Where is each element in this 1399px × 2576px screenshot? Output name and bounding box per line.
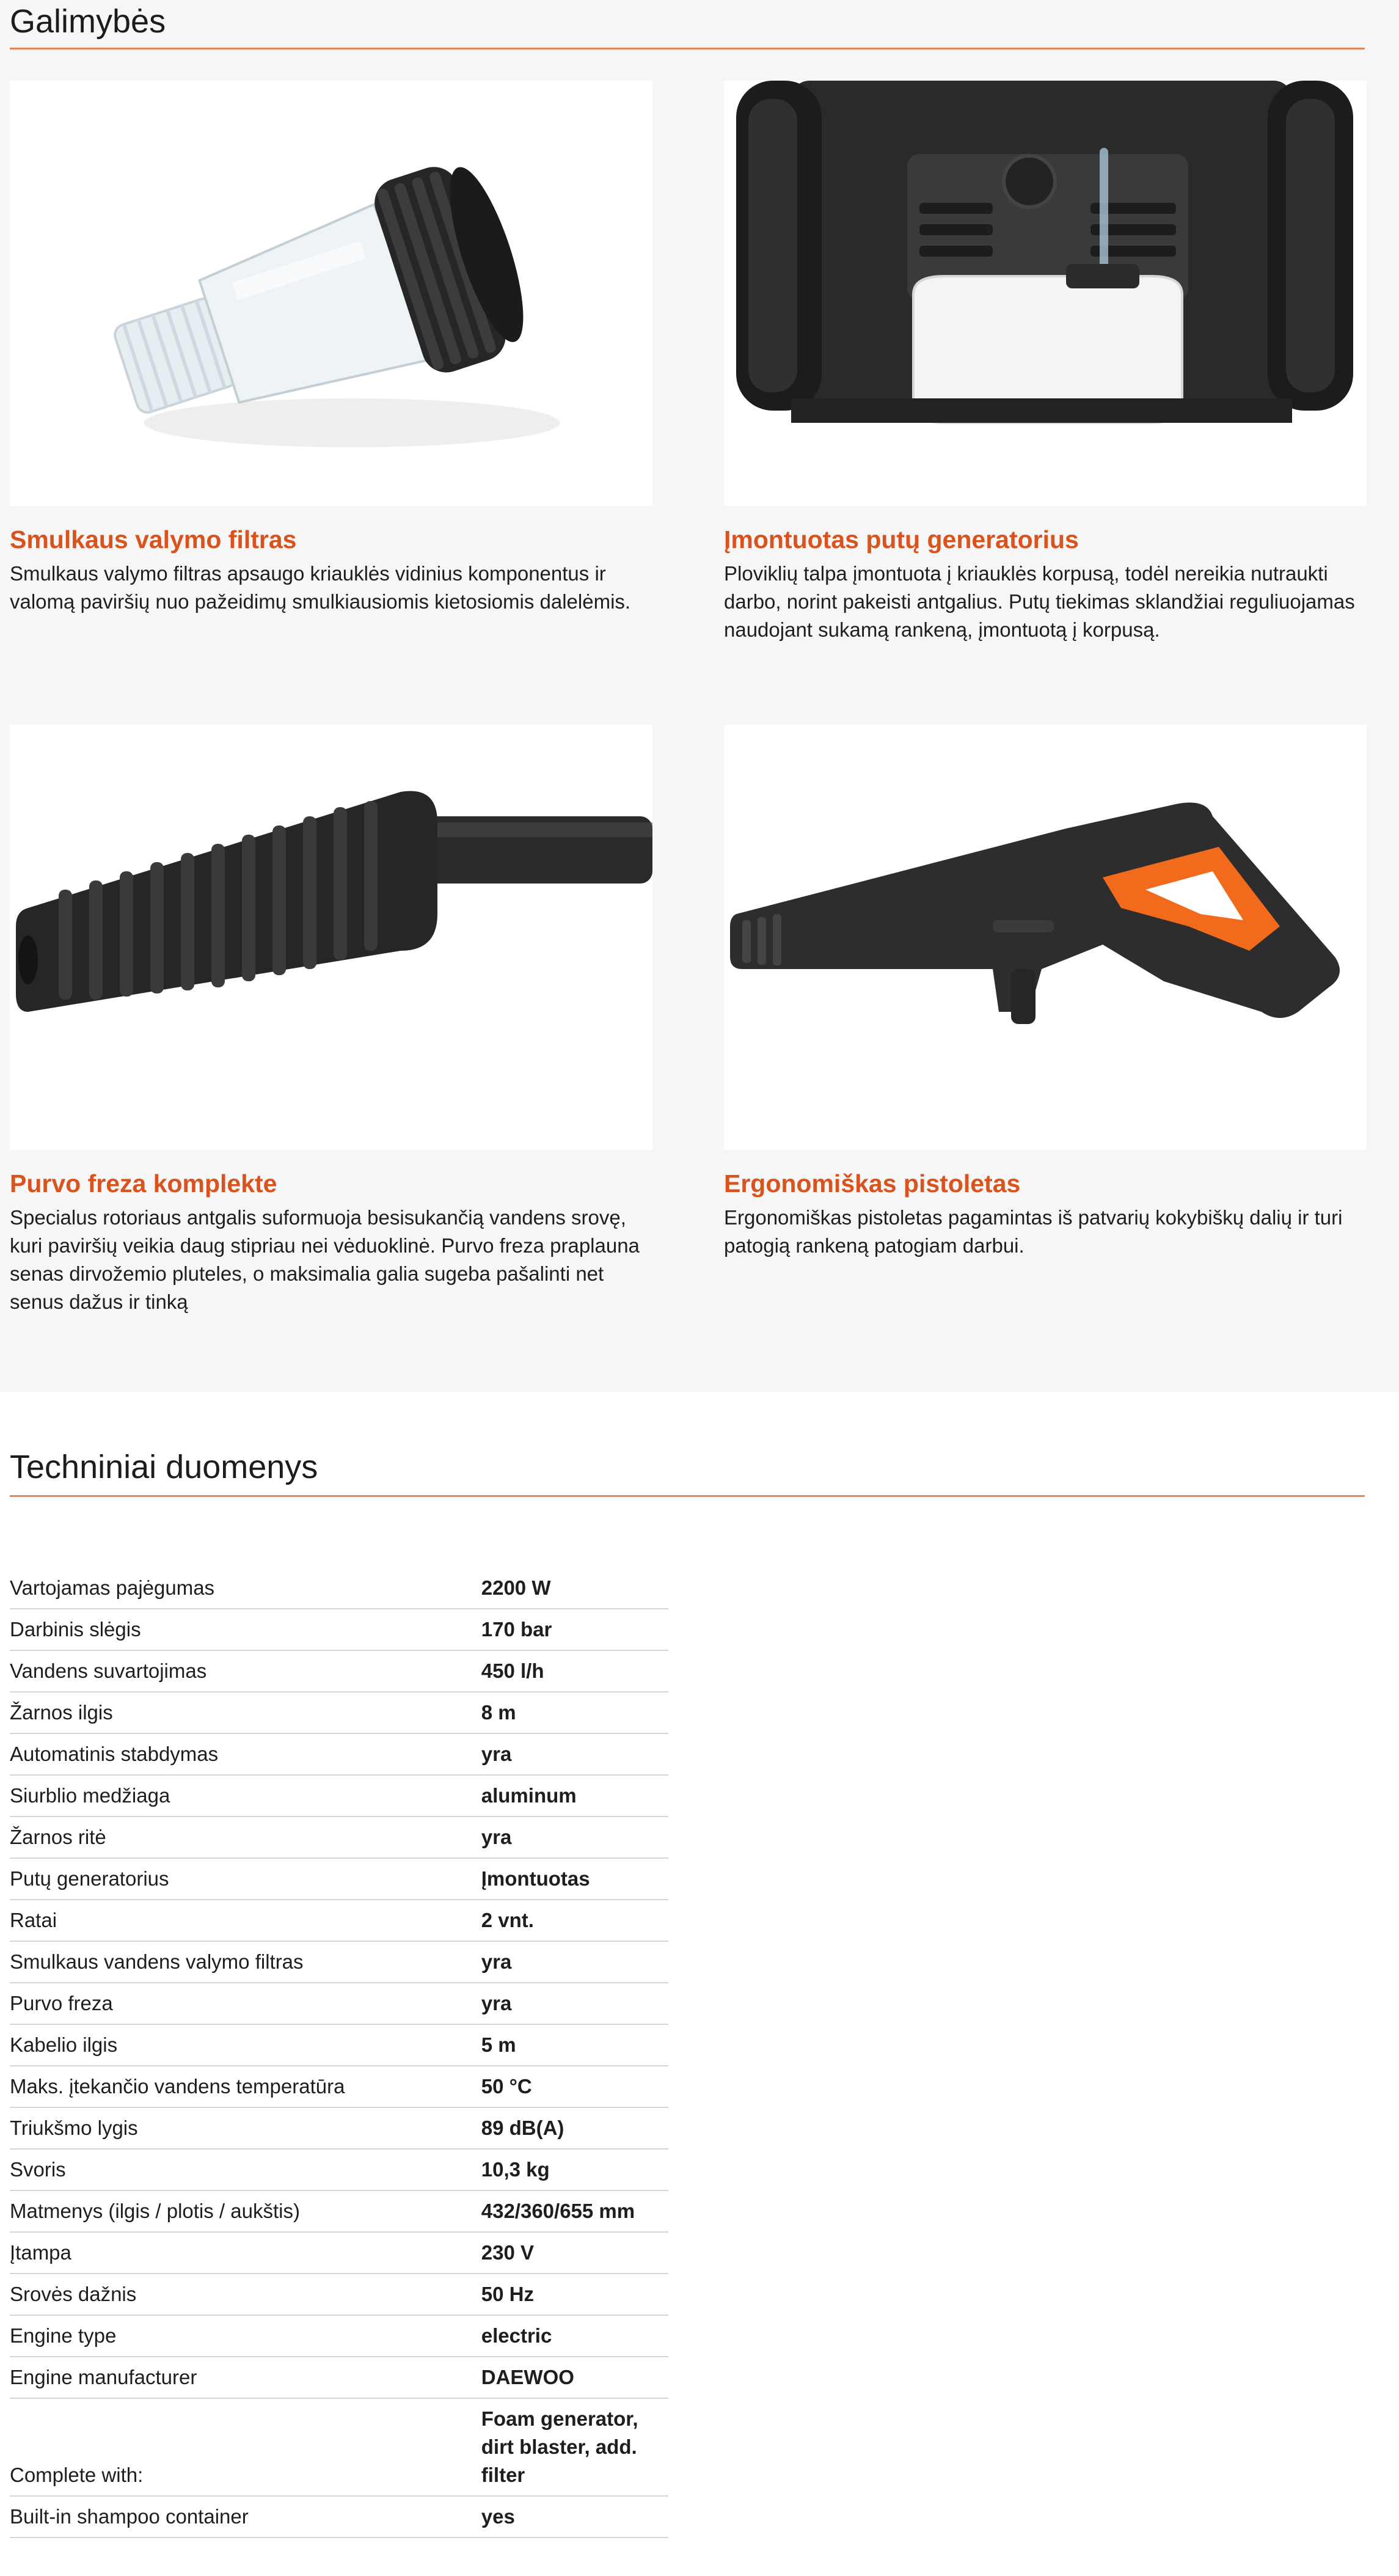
spec-row — [10, 1692, 668, 1733]
spec-row — [10, 2149, 668, 2190]
foam-generator-image — [724, 81, 1367, 506]
spec-label: Siurblio medžiaga — [10, 1775, 481, 1817]
specs-heading: Techniniai duomenys — [10, 1449, 318, 1485]
spec-row — [10, 1650, 668, 1692]
feature-title: Purvo freza komplekte — [10, 1169, 277, 1198]
spec-label: Vandens suvartojimas — [10, 1650, 481, 1692]
spec-value: 230 V — [481, 2232, 668, 2274]
spec-value: yra — [481, 1941, 668, 1983]
spec-value: Foam generator, dirt blaster, add. filter — [481, 2398, 668, 2496]
spec-label: Purvo freza — [10, 1983, 481, 2024]
spec-value: 2200 W — [481, 1568, 668, 1609]
spec-value: yra — [481, 1983, 668, 2024]
spec-value: yra — [481, 1733, 668, 1775]
feature-description: Ploviklių talpa įmontuota į kriauklės korpusą, todėl nereikia nutraukti darbo, norint pakeisti antgalius. Putų tiekimas sklandžiai reguliuojamas naudojant sukamą rankeną, įmontuotą į korpusą. — [724, 562, 1355, 641]
spec-label: Ratai — [10, 1900, 481, 1941]
spec-label: Kabelio ilgis — [10, 2024, 481, 2066]
specs-table — [10, 1568, 668, 2538]
spec-label: Svoris — [10, 2149, 481, 2190]
spec-value: yra — [481, 1817, 668, 1858]
spec-row — [10, 1900, 668, 1941]
spec-row — [10, 1609, 668, 1650]
spec-value: electric — [481, 2315, 668, 2357]
spec-label: Complete with: — [10, 2398, 481, 2496]
spec-value: yes — [481, 2496, 668, 2538]
spec-label: Engine type — [10, 2315, 481, 2357]
features-heading-rule — [10, 48, 1365, 49]
feature-description: Ergonomiškas pistoletas pagamintas iš patvarių kokybiškų dalių ir turi patogią rankeną patogiam darbui. — [724, 1206, 1343, 1257]
spec-value: 170 bar — [481, 1609, 668, 1650]
spec-value: 8 m — [481, 1692, 668, 1733]
spec-value: 89 dB(A) — [481, 2107, 668, 2149]
spec-label: Srovės dažnis — [10, 2274, 481, 2315]
spec-row — [10, 1858, 668, 1900]
spec-label: Įtampa — [10, 2232, 481, 2274]
spec-value: 2 vnt. — [481, 1900, 668, 1941]
spec-row — [10, 1733, 668, 1775]
spray-gun-image — [724, 725, 1367, 1150]
specs-heading-rule — [10, 1495, 1365, 1497]
dirt-blaster-image — [10, 725, 652, 1150]
spec-value: aluminum — [481, 1775, 668, 1817]
spec-label: Automatinis stabdymas — [10, 1733, 481, 1775]
spec-label: Žarnos ritė — [10, 1817, 481, 1858]
spec-row — [10, 2190, 668, 2232]
spec-value: 450 l/h — [481, 1650, 668, 1692]
spec-row — [10, 2315, 668, 2357]
feature-description: Specialus rotoriaus antgalis suformuoja besisukančią vandens srovę, kuri paviršių veikia daug stipriau nei vėduoklinė. Purvo freza praplauna senas dirvožemio pluteles, o maksimalia galia sugeba pašalinti net senus dažus ir tinką — [10, 1206, 640, 1313]
spec-row — [10, 1941, 668, 1983]
feature-title: Įmontuotas putų generatorius — [724, 525, 1079, 554]
spec-value: DAEWOO — [481, 2357, 668, 2398]
spec-row — [10, 2066, 668, 2107]
spec-value: Įmontuotas — [481, 1858, 668, 1900]
spec-value: 432/360/655 mm — [481, 2190, 668, 2232]
spec-row — [10, 2232, 668, 2274]
spec-value: 10,3 kg — [481, 2149, 668, 2190]
spec-label: Žarnos ilgis — [10, 1692, 481, 1733]
feature-title: Ergonomiškas pistoletas — [724, 1169, 1021, 1198]
spec-label: Putų generatorius — [10, 1858, 481, 1900]
spec-row — [10, 1568, 668, 1609]
spec-row — [10, 2274, 668, 2315]
spec-row — [10, 2496, 668, 2538]
spec-row — [10, 2357, 668, 2398]
spec-row — [10, 1775, 668, 1817]
spec-value: 50 °C — [481, 2066, 668, 2107]
spec-row — [10, 2107, 668, 2149]
spec-row — [10, 1983, 668, 2024]
spec-value: 5 m — [481, 2024, 668, 2066]
spec-row — [10, 2398, 668, 2496]
spec-row — [10, 1817, 668, 1858]
spec-label: Engine manufacturer — [10, 2357, 481, 2398]
feature-title: Smulkaus valymo filtras — [10, 525, 297, 554]
water-filter-image — [10, 81, 652, 506]
spec-label: Smulkaus vandens valymo filtras — [10, 1941, 481, 1983]
spec-row — [10, 2024, 668, 2066]
spec-label: Vartojamas pajėgumas — [10, 1568, 481, 1609]
spec-label: Built-in shampoo container — [10, 2496, 481, 2538]
spec-label: Matmenys (ilgis / plotis / aukštis) — [10, 2190, 481, 2232]
spec-label: Triukšmo lygis — [10, 2107, 481, 2149]
feature-description: Smulkaus valymo filtras apsaugo kriauklės vidinius komponentus ir valomą paviršių nuo pažeidimų smulkiausiomis kietosiomis dalelėmis. — [10, 562, 631, 613]
spec-value: 50 Hz — [481, 2274, 668, 2315]
features-heading: Galimybės — [10, 3, 166, 40]
spec-label: Darbinis slėgis — [10, 1609, 481, 1650]
spec-label: Maks. įtekančio vandens temperatūra — [10, 2066, 481, 2107]
